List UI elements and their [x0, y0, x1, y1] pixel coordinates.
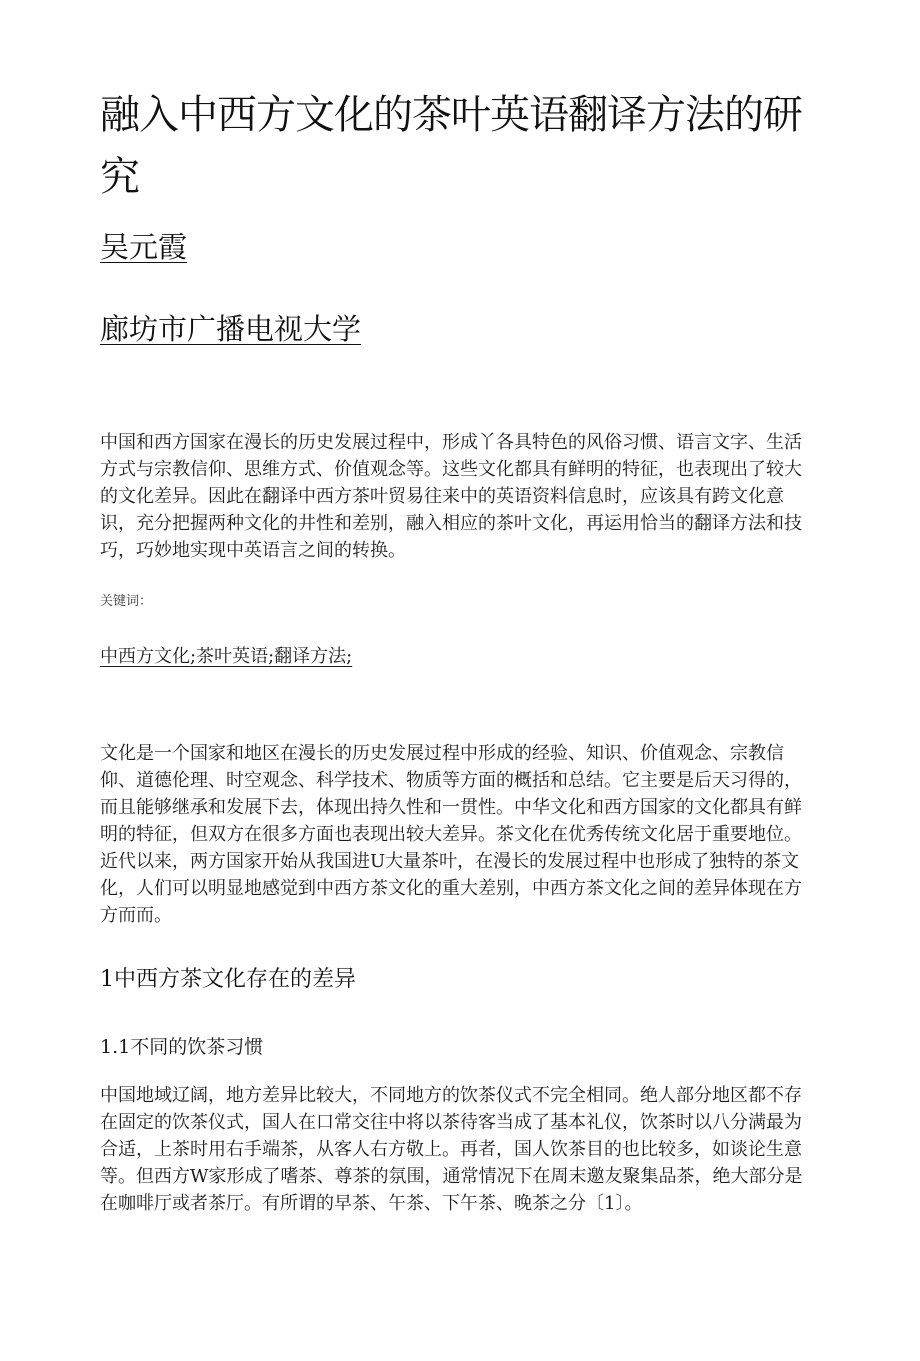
organization-link[interactable]: 廊坊市广播电视大学 — [100, 312, 362, 346]
author-link[interactable]: 吴元霞 — [100, 230, 188, 264]
section-body-paragraph: 中国地域辽阔，地方差异比较大，不同地方的饮茶仪式不完全相同。绝人部分地区都不存在固定的饮茶仪式，国人在口常交往中将以茶待客当成了基本礼仪，饮茶时以八分满最为合适，上茶时用右手端茶，从客人右方敬上。再者，国人饮茶目的也比较多，如谈论生意等。但西方W家形成了嗜茶、尊茶的氛围，通常情况下在周末邀友聚集品茶，绝大部分是在咖啡厅或者茶厅。有所谓的早茶、午茶、下午茶、晚茶之分〔1〕。 — [100, 1085, 803, 1214]
subsection-heading: 1.1不同的饮茶习惯 — [100, 1036, 264, 1058]
intro-paragraph: 文化是一个国家和地区在漫长的历史发展过程中形成的经验、知识、价值观念、宗教信仰、道德伦理、时空观念、科学技术、物质等方面的概括和总结。它主要是后天习得的，而且能够继承和发展下去，体现出持久性和一贯性。中华文化和西方国家的文化都具有鲜明的特征，但双方在很多方面也表现出较大差异。茶文化在优秀传统文化居于重要地位。近代以来，两方国家开始从我国进U大量茶叶，在漫长的发展过程中也形成了独特的茶文化，人们可以明显地感觉到中西方茶文化的重大差别，中西方茶文化之间的差异体现在方方而而。 — [100, 743, 802, 926]
paper-title: 融入中西方文化的茶叶英语翻译方法的研究 — [100, 92, 802, 200]
keywords-label: 关键词： — [100, 594, 153, 609]
keywords-links[interactable]: 中西方文化;茶叶英语;翻译方法; — [100, 646, 353, 667]
abstract-paragraph: 中国和西方国家在漫长的历史发展过程中，形成丫各具特色的风俗习惯、语言文字、生活方式与宗教信仰、思维方式、价值观念等。这些文化都具有鲜明的特征，也表现出了较大的文化差异。因此在翻译中西方茶叶贸易往来中的英语资料信息时，应该具有跨文化意识，充分把握两种文化的井性和差别，融入相应的茶叶文化，再运用恰当的翻译方法和技巧，巧妙地实现中英语言之间的转换。 — [100, 432, 802, 561]
section-heading: 1中西方茶文化存在的差异 — [100, 967, 356, 992]
